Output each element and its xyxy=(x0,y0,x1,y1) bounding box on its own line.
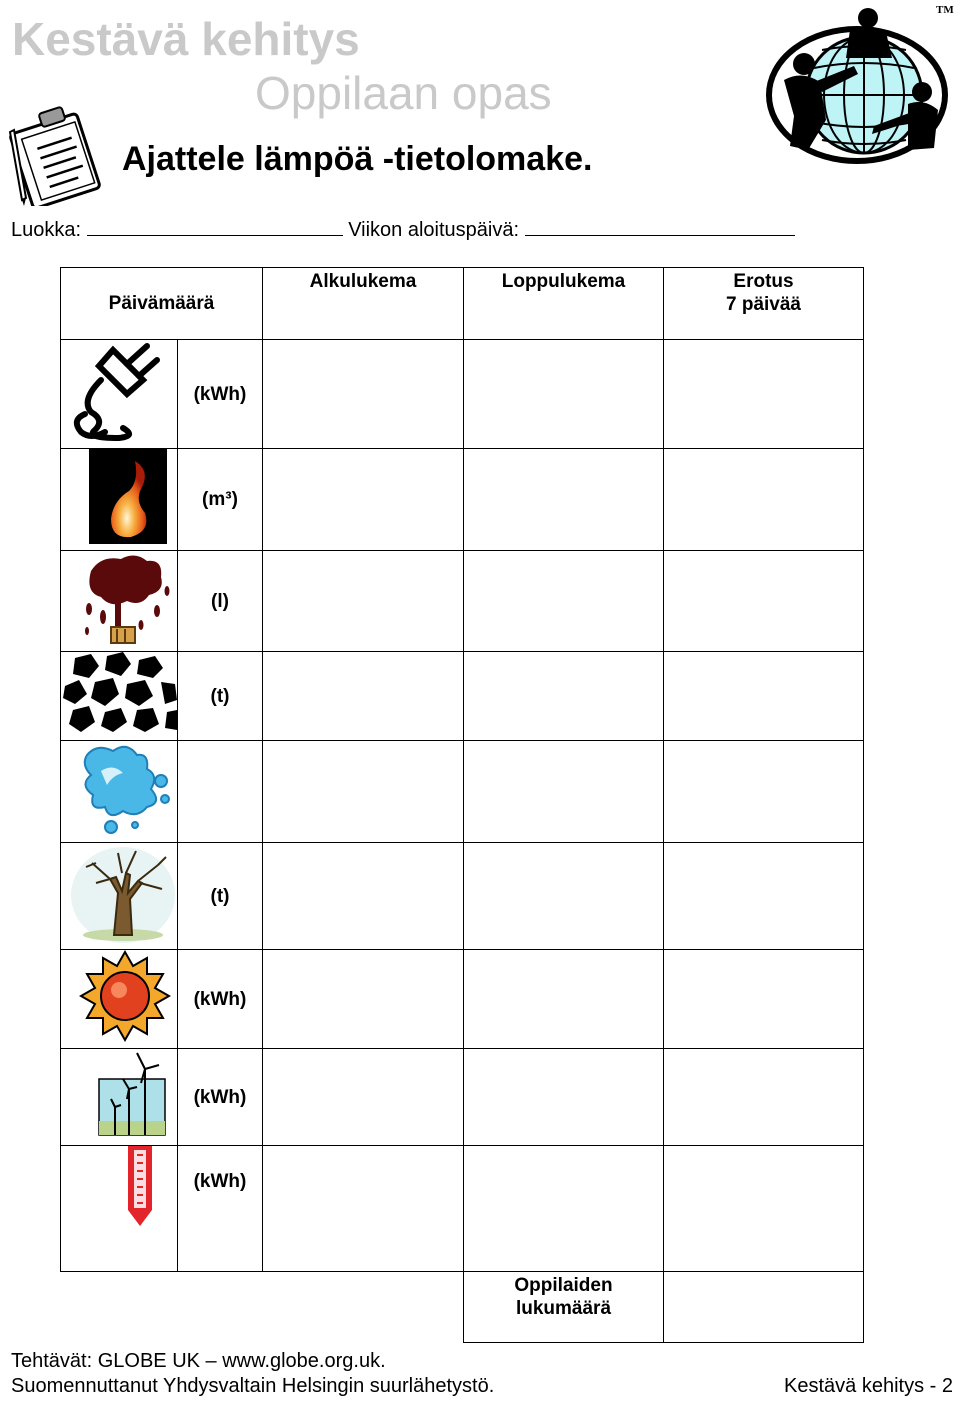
document-title: Kestävä kehitys xyxy=(12,13,360,65)
difference-header xyxy=(664,268,864,340)
end-reading-cell[interactable] xyxy=(464,1146,664,1272)
start-reading-cell[interactable] xyxy=(263,950,464,1049)
difference-cell[interactable] xyxy=(664,1049,864,1146)
sun-icon xyxy=(79,950,171,1042)
start-reading-cell[interactable] xyxy=(263,551,464,652)
end-reading-header: Loppulukema xyxy=(464,268,664,340)
table-row xyxy=(61,843,864,950)
start-reading-cell[interactable] xyxy=(263,652,464,741)
end-reading-cell[interactable] xyxy=(464,449,664,551)
table-row xyxy=(61,551,864,652)
difference-cell[interactable] xyxy=(664,843,864,950)
start-reading-cell[interactable] xyxy=(263,843,464,950)
gas-flame-icon xyxy=(89,449,167,544)
students-count-cell[interactable] xyxy=(664,1272,864,1343)
students-count-row xyxy=(61,1272,864,1343)
difference-label: Erotus xyxy=(733,271,794,292)
unit-cell: (t) xyxy=(178,843,263,950)
trademark-mark: TM xyxy=(936,4,954,16)
water-splash-icon xyxy=(77,741,173,836)
page-number: Kestävä kehitys - 2 xyxy=(784,1375,953,1397)
students-count-label xyxy=(464,1272,664,1343)
table-row xyxy=(61,950,864,1049)
unit-cell: (kWh) xyxy=(178,950,263,1049)
end-reading-cell[interactable] xyxy=(464,741,664,843)
clipboard-icon xyxy=(2,100,104,206)
start-reading-header: Alkulukema xyxy=(263,268,464,340)
end-reading-cell[interactable] xyxy=(464,340,664,449)
students-label-line1: Oppilaiden xyxy=(514,1275,613,1296)
unit-cell: (kWh) xyxy=(178,1146,263,1272)
row-icon-cell xyxy=(61,449,178,551)
row-icon-cell xyxy=(61,1049,178,1146)
table-row xyxy=(61,449,864,551)
wind-turbines-icon xyxy=(97,1049,167,1139)
coal-lumps-icon xyxy=(61,652,177,734)
class-week-line xyxy=(11,217,795,242)
end-reading-cell[interactable] xyxy=(464,843,664,950)
unit-cell: (kWh) xyxy=(178,340,263,449)
difference-cell[interactable] xyxy=(664,1146,864,1272)
difference-cell[interactable] xyxy=(664,340,864,449)
end-reading-cell[interactable] xyxy=(464,950,664,1049)
globe-logo-icon xyxy=(762,0,952,165)
table-row xyxy=(61,1146,864,1272)
date-header: Päivämäärä xyxy=(61,268,263,340)
row-icon-cell xyxy=(61,950,178,1049)
difference-cell[interactable] xyxy=(664,950,864,1049)
document-subtitle: Oppilaan opas xyxy=(255,67,552,119)
difference-cell[interactable] xyxy=(664,652,864,741)
end-reading-cell[interactable] xyxy=(464,1049,664,1146)
start-reading-cell[interactable] xyxy=(263,340,464,449)
start-reading-cell[interactable] xyxy=(263,449,464,551)
row-icon-cell xyxy=(61,741,178,843)
footer-credits: Tehtävät: GLOBE UK – www.globe.org.uk. xyxy=(11,1350,386,1372)
week-start-field[interactable] xyxy=(525,217,795,236)
table-header-row xyxy=(61,268,864,340)
unit-cell xyxy=(178,741,263,843)
oil-drip-icon xyxy=(81,551,171,645)
difference-cell[interactable] xyxy=(664,741,864,843)
form-title: Ajattele lämpöä -tietolomake. xyxy=(122,140,593,178)
district-heating-icon xyxy=(124,1146,156,1228)
table-row xyxy=(61,340,864,449)
difference-cell[interactable] xyxy=(664,449,864,551)
students-label-line2: lukumäärä xyxy=(515,1298,612,1319)
row-icon-cell xyxy=(61,551,178,652)
table-row xyxy=(61,741,864,843)
start-reading-cell[interactable] xyxy=(263,1146,464,1272)
class-field[interactable] xyxy=(87,217,343,236)
row-icon-cell xyxy=(61,843,178,950)
row-icon-cell xyxy=(61,340,178,449)
start-reading-cell[interactable] xyxy=(263,1049,464,1146)
difference-cell[interactable] xyxy=(664,551,864,652)
unit-cell: (l) xyxy=(178,551,263,652)
table-row xyxy=(61,1049,864,1146)
end-reading-cell[interactable] xyxy=(464,652,664,741)
row-icon-cell xyxy=(61,1146,178,1272)
unit-cell: (kWh) xyxy=(178,1049,263,1146)
row-icon-cell xyxy=(61,652,178,741)
difference-period: 7 päivää xyxy=(726,294,801,315)
energy-readings-table xyxy=(60,267,864,1343)
end-reading-cell[interactable] xyxy=(464,551,664,652)
week-start-label: Viikon aloituspäivä: xyxy=(348,219,520,241)
start-reading-cell[interactable] xyxy=(263,741,464,843)
unit-cell: (t) xyxy=(178,652,263,741)
unit-cell: (m³) xyxy=(178,449,263,551)
class-label: Luokka: xyxy=(11,219,82,241)
electric-plug-icon xyxy=(61,340,177,442)
footer-translation: Suomennuttanut Yhdysvaltain Helsingin suurlähetystö. xyxy=(11,1375,495,1397)
table-row xyxy=(61,652,864,741)
tree-wood-icon xyxy=(70,843,176,943)
